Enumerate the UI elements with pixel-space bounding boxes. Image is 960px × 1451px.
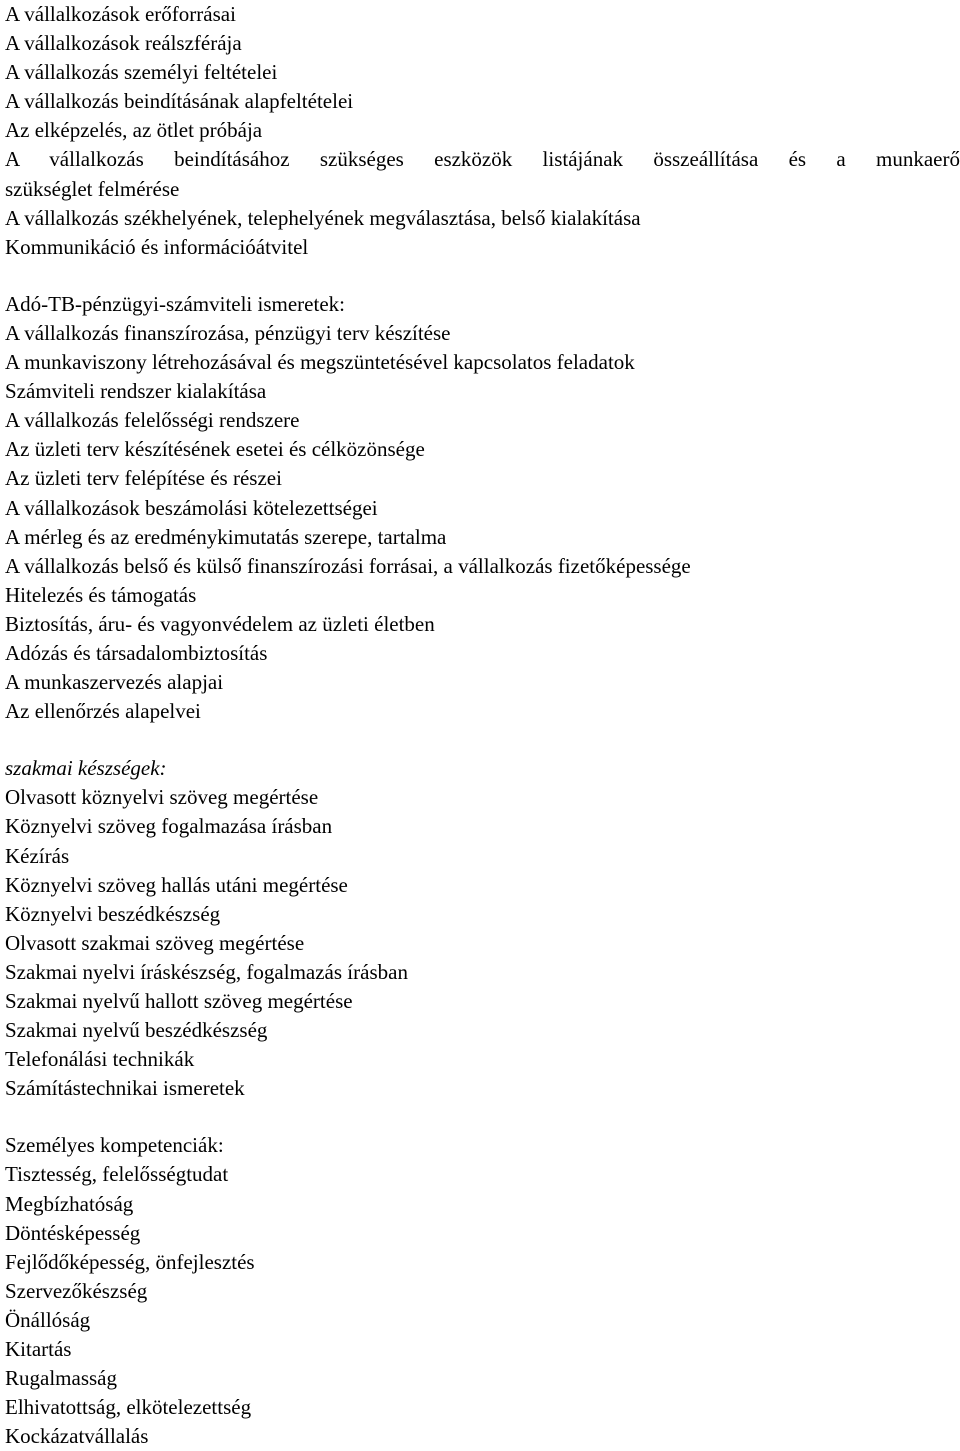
list-item: Kitartás: [5, 1337, 72, 1362]
list-item: Köznyelvi szöveg hallás utáni megértése: [5, 872, 348, 897]
list-item: A vállalkozás beindításához szükséges eszközök listájának összeállítása és a munkaerő: [5, 147, 960, 172]
list-item: Elhivatottság, elkötelezettség: [5, 1395, 252, 1420]
list-item: A vállalkozás belső és külső finanszírozási forrásai, a vállalkozás fizetőképessége: [5, 553, 691, 578]
list-item: Az üzleti terv felépítése és részei: [5, 466, 282, 491]
list-item: Szakmai nyelvű beszédkészség: [5, 1018, 268, 1043]
list-item: A munkaviszony létrehozásával és megszüntetésével kapcsolatos feladatok: [5, 350, 635, 375]
section-spacer: [5, 1103, 960, 1131]
list-item: Tisztesség, felelősségtudat: [5, 1162, 229, 1187]
section-heading: szakmai készségek:: [5, 756, 167, 781]
list-item: Számítástechnikai ismeretek: [5, 1076, 245, 1101]
section-professional-skills: [5, 754, 960, 1103]
list-item: Az üzleti terv készítésének esetei és célközönsége: [5, 437, 425, 462]
list-item: A vállalkozás személyi feltételei: [5, 60, 278, 85]
list-item: Önállóság: [5, 1307, 91, 1332]
list-item: A vállalkozások erőforrásai: [5, 2, 236, 26]
list-item: A vállalkozás székhelyének, telephelyének megválasztása, belső kialakítása: [5, 205, 641, 230]
section-heading: Adó-TB-pénzügyi-számviteli ismeretek:: [5, 291, 345, 316]
list-item: A vállalkozások beszámolási kötelezettségei: [5, 495, 378, 520]
list-item: A mérleg és az eredménykimutatás szerepe, tartalma: [5, 524, 447, 549]
list-item: Olvasott köznyelvi szöveg megértése: [5, 785, 319, 810]
list-item: Döntésképesség: [5, 1220, 141, 1245]
list-item: Telefonálási technikák: [5, 1047, 195, 1072]
list-item: A vállalkozások reálszférája: [5, 31, 242, 56]
list-item: Köznyelvi szöveg fogalmazása írásban: [5, 814, 333, 839]
section-tax-finance: [5, 290, 960, 726]
list-item: A vállalkozás finanszírozása, pénzügyi terv készítése: [5, 320, 451, 345]
section-spacer: [5, 726, 960, 754]
list-item: Kommunikáció és információátvitel: [5, 234, 309, 259]
document-page: [5, 0, 960, 1451]
section-enterprise-basics: [5, 0, 960, 262]
list-item: Szervezőkészség: [5, 1278, 148, 1303]
list-item: Biztosítás, áru- és vagyonvédelem az üzleti életben: [5, 611, 435, 636]
list-item: Köznyelvi beszédkészség: [5, 901, 221, 926]
list-item: Az elképzelés, az ötlet próbája: [5, 118, 263, 143]
list-item: A vállalkozás felelősségi rendszere: [5, 408, 300, 433]
list-item: Adózás és társadalombiztosítás: [5, 640, 268, 665]
list-item: Számviteli rendszer kialakítása: [5, 379, 267, 404]
list-item: Szakmai nyelvi íráskészség, fogalmazás írásban: [5, 959, 408, 984]
list-item: Olvasott szakmai szöveg megértése: [5, 930, 305, 955]
list-item: Hitelezés és támogatás: [5, 582, 197, 607]
list-item: Rugalmasság: [5, 1366, 117, 1391]
section-heading: Személyes kompetenciák:: [5, 1133, 224, 1158]
section-personal-competencies: [5, 1131, 960, 1451]
section-spacer: [5, 262, 960, 290]
list-item: Megbízhatóság: [5, 1191, 134, 1216]
list-item: A vállalkozás beindításának alapfeltételei: [5, 89, 354, 114]
list-item: Kézírás: [5, 843, 70, 868]
list-item: Szakmai nyelvű hallott szöveg megértése: [5, 989, 353, 1013]
list-item: Fejlődőképesség, önfejlesztés: [5, 1249, 255, 1274]
list-item: A munkaszervezés alapjai: [5, 670, 224, 695]
list-item: Az ellenőrzés alapelvei: [5, 699, 201, 724]
list-item: Kockázatvállalás: [5, 1424, 149, 1449]
list-item: szükséglet felmérése: [5, 176, 180, 201]
